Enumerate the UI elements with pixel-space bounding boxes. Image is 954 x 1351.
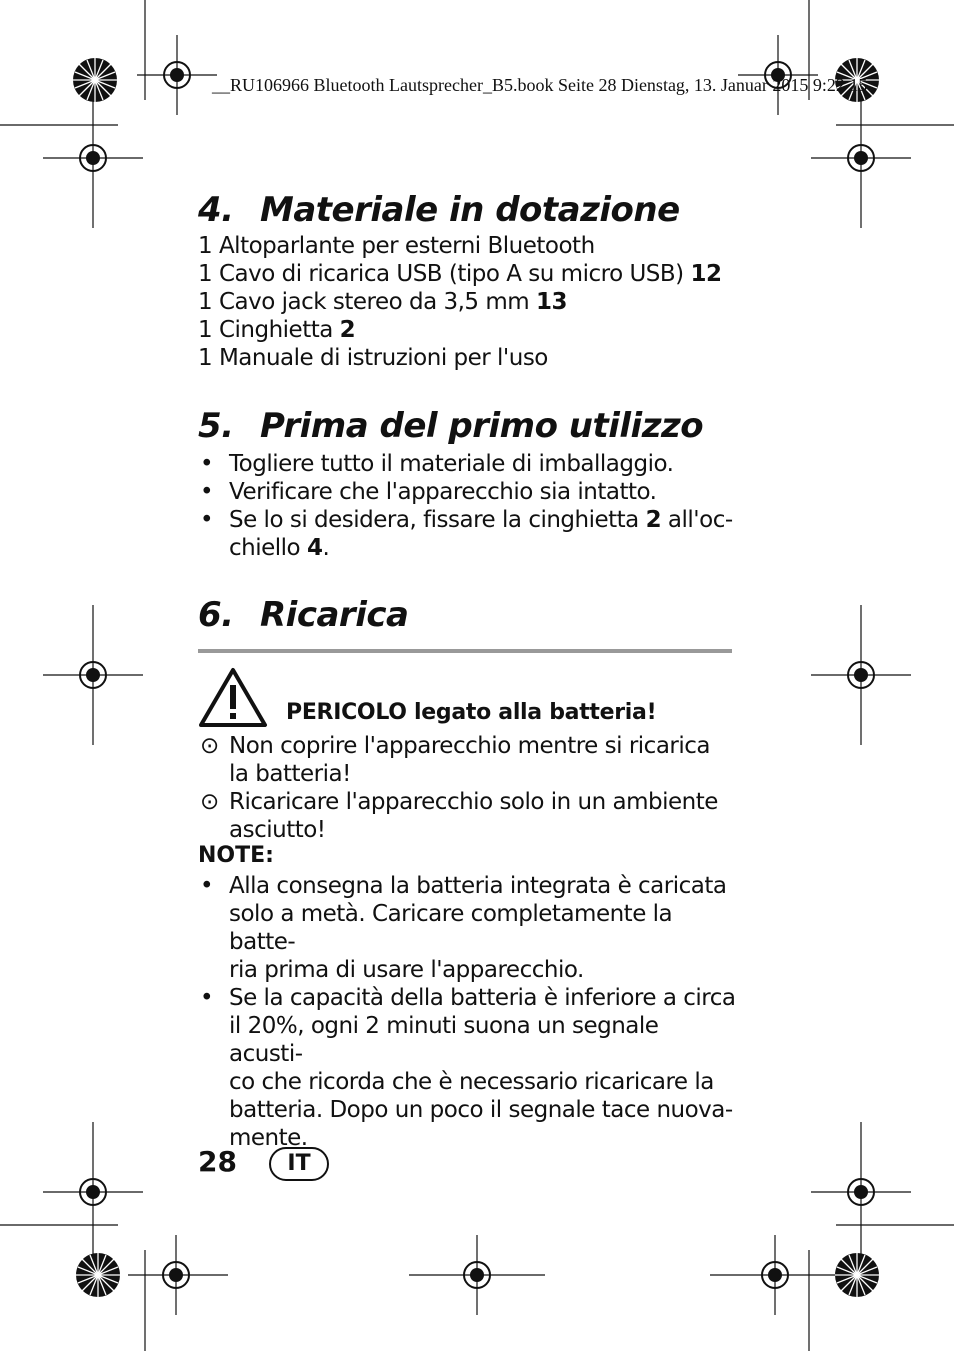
warning-bullet-icon: ⊙ (200, 733, 219, 759)
reference-number: 2 (339, 317, 356, 343)
section-5-title: Prima del primo utilizzo (260, 406, 704, 446)
list-item: ⊙ Ricaricare l'apparecchio solo in un ambiente asciutto! (200, 789, 718, 843)
language-badge: IT (269, 1147, 329, 1181)
section-4-number: 4. (198, 190, 234, 230)
crosshair-bottom-right (710, 1235, 840, 1315)
section-6-title: Ricarica (260, 595, 409, 635)
list-item: • Verificare che l'apparecchio sia intatto. (200, 479, 657, 505)
bullet-icon: • (200, 479, 214, 505)
starburst-bottom-left (73, 1250, 123, 1300)
reference-number: 12 (690, 261, 722, 287)
section-6-number: 6. (198, 595, 234, 635)
warning-list (198, 732, 738, 844)
crosshair-top-left (137, 35, 217, 115)
list-item: ⊙ Non coprire l'apparecchio mentre si ricarica la batteria! (200, 733, 711, 787)
list-item: 1 Cinghietta 2 (198, 317, 356, 343)
section-6-heading (198, 595, 408, 635)
note-list (198, 872, 738, 1152)
list-item: • Se lo si desidera, fissare la cinghietta 2 all'oc- chiello 4. (200, 507, 733, 561)
list-item: 1 Cavo jack stereo da 3,5 mm 13 (198, 289, 568, 315)
crosshair-bottom-left (128, 1235, 228, 1315)
list-item: 1 Altoparlante per esterni Bluetooth (198, 233, 595, 259)
crosshair-left-upper (43, 88, 143, 228)
print-file-header: __RU106966 Bluetooth Lautsprecher_B5.book Seite 28 Dienstag, 13. Januar 2015 9:22 15 (212, 75, 868, 95)
bullet-icon: • (200, 985, 214, 1011)
crosshair-left-middle (43, 605, 143, 745)
warning-title: PERICOLO legato alla batteria! (286, 700, 657, 725)
section-5-number: 5. (198, 406, 234, 446)
starburst-top-left (70, 55, 120, 105)
list-item: 1 Cavo di ricarica USB (tipo A su micro USB) 12 (198, 261, 722, 287)
list-item: • Se la capacità della batteria è inferiore a circa il 20%, ogni 2 minuti suona un segnale acusti- co che ricorda che è necessario ricaricare la batteria. Dopo un poco il segnale tace nuova- mente. (200, 985, 736, 1151)
bullet-icon: • (200, 451, 214, 477)
section-divider (198, 649, 732, 653)
bullet-icon: • (200, 873, 214, 899)
reference-number: 4 (306, 535, 323, 561)
warning-triangle-icon (198, 667, 268, 729)
warning-bullet-icon: ⊙ (200, 789, 219, 815)
crosshair-right-middle (811, 605, 911, 745)
list-item: • Alla consegna la batteria integrata è caricata solo a metà. Caricare completamente la batte- ria prima di usare l'apparecchio. (200, 873, 727, 983)
section-4-title: Materiale in dotazione (260, 190, 680, 230)
section-5-heading (198, 406, 703, 446)
crosshair-bottom-center (409, 1235, 545, 1315)
note-title: NOTE: (198, 843, 274, 868)
section-5-bullet-list (198, 450, 738, 562)
crosshair-right-upper (811, 88, 911, 228)
page-number: 28 (198, 1145, 237, 1178)
list-item: 1 Manuale di istruzioni per l'uso (198, 345, 548, 371)
list-item: • Togliere tutto il materiale di imballaggio. (200, 451, 674, 477)
reference-number: 13 (536, 289, 568, 315)
bullet-icon: • (200, 507, 214, 533)
starburst-bottom-right (832, 1250, 882, 1300)
reference-number: 2 (645, 507, 662, 533)
section-4-heading (198, 190, 680, 230)
